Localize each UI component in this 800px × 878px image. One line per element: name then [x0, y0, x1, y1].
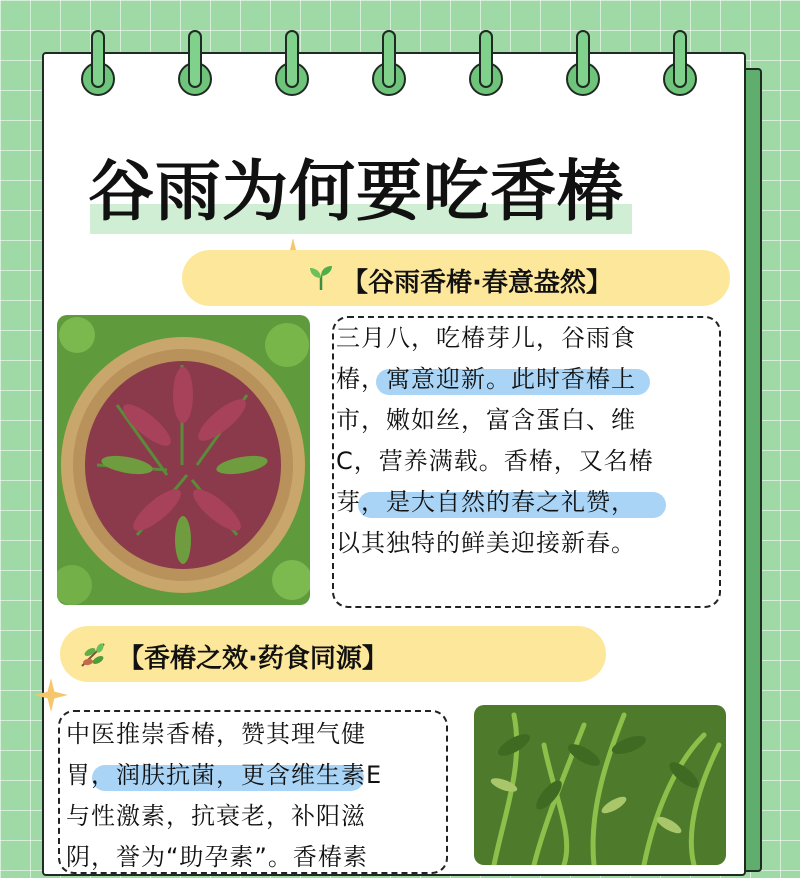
- text-line: 以其独特的鲜美迎接新春。: [336, 529, 636, 557]
- section2-heading-pill: [60, 626, 606, 682]
- text-line: 胃，润肤抗菌，更含维生素E: [66, 761, 383, 789]
- text-line: 与性激素，抗衰老，补阳滋: [66, 802, 366, 830]
- text-line: 芽，是大自然的春之礼赞，: [336, 482, 654, 523]
- text-line: 阴，誉为“助孕素”。香椿素: [66, 843, 368, 871]
- toona-sprouts-photo: [474, 705, 726, 865]
- section2-text-box: [58, 710, 448, 874]
- text-line: 市，嫩如丝，富含蛋白、维: [336, 406, 636, 434]
- binder-ring: [566, 30, 600, 96]
- binder-ring: [275, 30, 309, 96]
- binder-ring: [469, 30, 503, 96]
- sprout-icon: [306, 262, 336, 292]
- section1-heading-pill: [182, 250, 730, 306]
- binder-ring: [81, 30, 115, 96]
- text-line: C，营养满载。香椿，又名椿: [336, 447, 654, 475]
- leaf-branch-icon: [78, 638, 110, 670]
- page-title: 谷雨为何要吃香椿: [88, 153, 624, 230]
- toona-sprouts-basket-photo: [57, 315, 310, 605]
- binder-ring: [663, 30, 697, 96]
- section1-heading: 【谷雨香椿·春意盎然】: [342, 268, 612, 298]
- section1-text-box: [332, 316, 721, 608]
- text-line: 椿，寓意迎新。此时香椿上: [336, 359, 654, 400]
- binder-ring: [372, 30, 406, 96]
- text-line: 中医推崇香椿，赞其理气健: [66, 720, 366, 748]
- binder-ring: [178, 30, 212, 96]
- text-line: 三月八，吃椿芽儿，谷雨食: [336, 324, 636, 352]
- section2-heading: 【香椿之效·药食同源】: [118, 644, 388, 674]
